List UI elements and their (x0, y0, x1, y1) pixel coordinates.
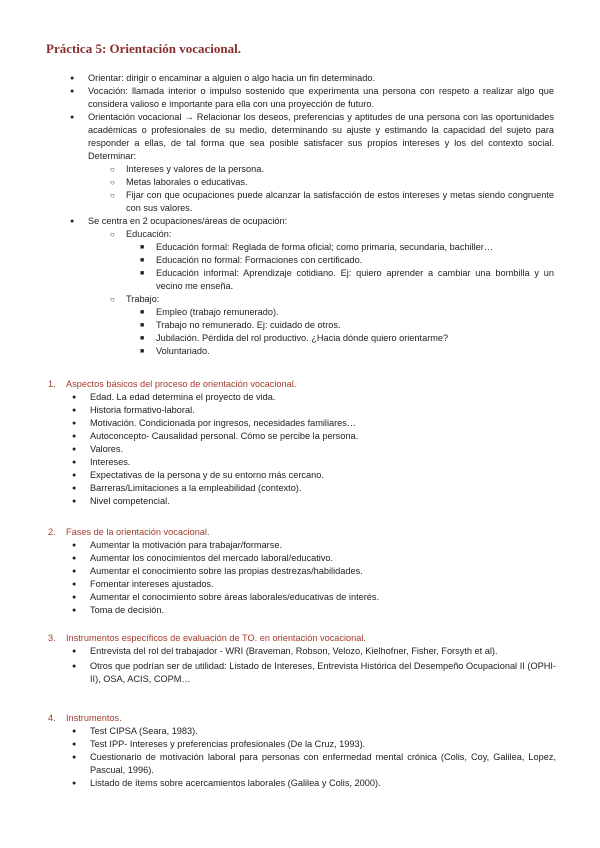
section-phases (48, 526, 556, 617)
list-item: ● Edad. La edad determina el proyecto de vida. (72, 391, 556, 404)
intro-item (70, 85, 554, 111)
list-item: ● Aumentar el conocimiento sobre áreas laborales/educativas de interés. (72, 591, 556, 604)
section-basic-aspects (48, 378, 556, 508)
list-item: ● Expectativas de la persona y de su entorno más cercano. (72, 469, 556, 482)
section-title: Instrumentos. (66, 713, 122, 723)
education-item: ■ Educación informal: Aprendizaje cotidiano. Ej: quiero aprender a cambiar una bombilla y un vecino me enseña. (140, 267, 554, 293)
section-list (72, 539, 556, 617)
intro-text: Orientación vocacional → Relacionar los deseos, preferencias y aptitudes de una persona con las oportunidades académicas o profesionales de su medio, determinando su ajuste y estimando la capacidad del sujeto para responder a ellas, de tal forma que sea posible satisfacer sus propios intereses y los del contexto social. Determinar: (88, 112, 554, 161)
list-item: ● Otros que podrían ser de utilidad: Listado de Intereses, Entrevista Histórica del Desempeño Ocupacional II (OPHI-II), OSA, ACIS, COPM… (72, 660, 556, 686)
section-heading (48, 378, 556, 391)
page-title: Práctica 5: Orientación vocacional. (46, 41, 241, 56)
list-item: ● Aumentar la motivación para trabajar/formarse. (72, 539, 556, 552)
list-item: ● Historia formativo-laboral. (72, 404, 556, 417)
section-title: Aspectos básicos del proceso de orientación vocacional. (66, 379, 297, 389)
intro-item (70, 72, 554, 85)
intro-list (70, 72, 554, 358)
section-title: Instrumentos específicos de evaluación de TO. en orientación vocacional. (66, 633, 366, 643)
section-number: 2. (48, 527, 56, 537)
section-specific-instruments (48, 632, 556, 686)
section-instruments (48, 712, 556, 790)
intro-text: Se centra en 2 ocupaciones/áreas de ocupación: (88, 216, 288, 226)
list-item: ● Test IPP- Intereses y preferencias profesionales (De la Cruz, 1993). (72, 738, 556, 751)
list-item: ● Listado de ítems sobre acercamientos laborales (Galilea y Colis, 2000). (72, 777, 556, 790)
list-item: ● Aumentar el conocimiento sobre las propias destrezas/habilidades. (72, 565, 556, 578)
section-list (72, 645, 556, 686)
section-list (72, 391, 556, 508)
occupation-areas (110, 228, 554, 358)
list-item: ● Nivel competencial. (72, 495, 556, 508)
section-list (72, 725, 556, 790)
intro-text: Orientar: dirigir o encaminar a alguien o algo hacia un fin determinado. (88, 73, 376, 83)
section-heading (48, 712, 556, 725)
work-item: ■ Jubilación. Pérdida del rol productivo. ¿Hacia dónde quiero orientarme? (140, 332, 554, 345)
list-item: ● Cuestionario de motivación laboral para personas con enfermedad mental crónica (Colis, Coy, Galilea, Lopez, Pascual, 1996). (72, 751, 556, 777)
section-title: Fases de la orientación vocacional. (66, 527, 210, 537)
section-heading (48, 526, 556, 539)
determine-item: ○ Fijar con que ocupaciones puede alcanzar la satisfacción de estos intereses y metas siendo congruente con sus valores. (110, 189, 554, 215)
area-label: Educación: (126, 229, 172, 239)
intro-item (70, 215, 554, 358)
determine-item: ○ Intereses y valores de la persona. (110, 163, 554, 176)
education-item: ■ Educación no formal: Formaciones con certificado. (140, 254, 554, 267)
list-item: ● Test CIPSA (Seara, 1983). (72, 725, 556, 738)
education-list (140, 241, 554, 293)
list-item: ● Barreras/Limitaciones a la empleabilidad (contexto). (72, 482, 556, 495)
list-item: ● Toma de decisión. (72, 604, 556, 617)
work-item: ■ Empleo (trabajo remunerado). (140, 306, 554, 319)
area-work (110, 293, 554, 358)
list-item: ● Entrevista del rol del trabajador - WRI (Braveman, Robson, Velozo, Kielhofner, Fisher, Forsyth et al). (72, 645, 556, 658)
work-item: ■ Voluntariado. (140, 345, 554, 358)
intro-text: Vocación: llamada interior o impulso sostenido que experimenta una persona con respeto a realizar algo que considera valioso e importante para ella con una proyección de futuro. (88, 86, 554, 109)
section-number: 4. (48, 713, 56, 723)
list-item: ● Intereses. (72, 456, 556, 469)
work-item: ■ Trabajo no remunerado. Ej: cuidado de otros. (140, 319, 554, 332)
section-heading (48, 632, 556, 645)
section-number: 3. (48, 633, 56, 643)
list-item: ● Aumentar los conocimientos del mercado laboral/educativo. (72, 552, 556, 565)
area-education (110, 228, 554, 293)
intro-item (70, 111, 554, 215)
determine-item: ○ Metas laborales o educativas. (110, 176, 554, 189)
list-item: ● Fomentar intereses ajustados. (72, 578, 556, 591)
determine-list (110, 163, 554, 215)
list-item: ● Valores. (72, 443, 556, 456)
list-item: ● Motivación. Condicionada por ingresos, necesidades familiares… (72, 417, 556, 430)
area-label: Trabajo: (126, 294, 160, 304)
list-item: ● Autoconcepto- Causalidad personal. Cómo se percibe la persona. (72, 430, 556, 443)
work-list (140, 306, 554, 358)
section-number: 1. (48, 379, 56, 389)
education-item: ■ Educación formal: Reglada de forma oficial; como primaria, secundaria, bachiller… (140, 241, 554, 254)
